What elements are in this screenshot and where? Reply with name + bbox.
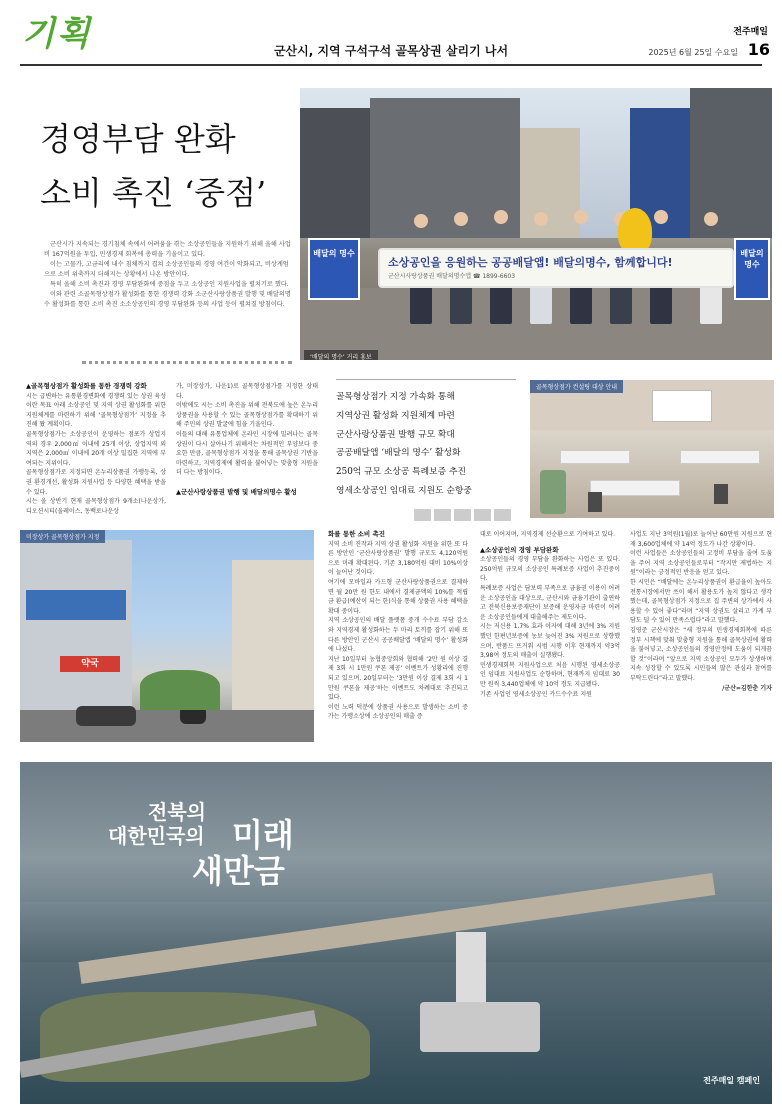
body-paragraph: 이런 사업들은 소상공인들의 고정비 부담을 줄여 도움을 주어 지역 소상공인들로부터 “작지만 제법하는 지원”이라는 긍정적인 반응을 얻고 있다. [630,550,772,577]
body-paragraph: 골목형상점가로 지정되면 온누리상품권 가맹등록, 상권 환경개선, 활성화 지원사업 등 다양한 혜택을 받을 수 있다. [26,469,166,496]
body-paragraph: 대로 이어지며, 지역경제 선순환으로 기여하고 있다. [480,531,616,538]
keypoints-box [336,388,526,501]
photo-head [414,214,428,228]
body-paragraph: 시는 저신용 1.7% 효과 이자에 대해 3년에 3% 지원했던 한편년보증에 농보 늦어진 3% 지원으로 상향했으며, 반품드 뜨거워 시범 시행 이후 현재까지 약3억 3,98여 정도의 매출이 실행됐다. [480,623,620,660]
body-paragraph: 시는 급변하는 유통환경변화에 경쟁력 있는 상권 육성이란 목표 아래 소상공인 및 지역 상권 활성화를 위한 지원체계를 마련하기 위해 ‘골목형상점가’ 지정을 추진해 왔 계획이다. [26,392,166,429]
body-paragraph: 김영준 군산시장은 “새 정부의 민생경제회복에 따른 정부 시책에 맞춰 맞춤형 지원을 통해 골목상권에 활력을 불어넣고, 소상공인들의 경영안정에 도움이 되게끔 할 것”이라며 “앞으로 지역 소상공인 모두가 상생하며 지속 성장할 수 있도록 시민들의 많은 관심과 참여를 부탁드린다”라고 말했다. [630,626,772,682]
body-paragraph: 소상공인들의 경영 부담을 완화하는 사업은 또 있다. 250억원 규모의 소상공인 특례보증 사업이 추진중이다. [480,556,620,583]
ad-tower [456,932,486,1012]
body-paragraph: 시는 올 상반기 현재 골목형상점가 9개소(나운상가, 디오션시티(울레이스, 동백로나운상 [26,498,166,515]
photo-building [20,540,132,710]
photo-head [494,210,508,224]
column-continuation-title: 화를 통한 소비 촉진 [328,530,386,538]
photo-shop-sign: 약국 [60,656,120,672]
photo-shop-signage [26,590,126,620]
body-paragraph: 기존 사업인 영세소상공인 카드수수료 지원 [480,690,592,698]
photo-chair [714,484,728,504]
gray-blocks-decor [414,506,514,518]
ad-headline-1: 전북의 [148,800,206,824]
photo-head [654,210,668,224]
article-title-line2: 소비 촉진 ‘중점’ [40,174,267,212]
campaign-ad [20,762,772,1104]
keypoint-item: 군산사랑상품권 발행 규모 확대 [336,429,455,440]
subhead-gift-certificate: ▲군산사랑상품권 발행 및 배달의명수 활성 [176,487,297,496]
photo-sign-right: 배달의 명수 [734,238,770,300]
lead-paragraph: 특히 올해 소비 촉진과 경영 부담완화에 중점을 두고 소상공인 지원사업을 펼치기로 했다. [50,281,289,288]
article-column-4 [480,530,620,699]
body-paragraph: 이밖에도 시는 소비 촉진을 위해 전북도에 높은 온누리상품권을 사용할 수 있는 골목형상점가를 확대하기 위해 주민의 상권 발굴에 힘을 기울인다. [176,402,318,429]
subhead-shopping-district: ▲골목형상점가 활성화를 통한 경쟁력 강화 [26,382,147,390]
ad-headline-4: 새만금 [192,852,285,890]
photo-projector-screen [652,390,712,422]
banner-subtext: 군산시사랑상품권 배달의명수앱 ☎ 1899-6603 [388,273,516,280]
header-rule [20,64,762,66]
main-photo [300,88,772,360]
body-paragraph: 지난 10일부터 농협중앙회와 협력해 ‘2만 원 이상 결제 3회 시 1만원 쿠폰 제공’ 이벤트가 성황리에 진행되고 있으며, 20일부터는 ‘3만원 이상 결제 3회 시 1만원 쿠폰을 제공’하는 이벤트도 차례대로 추진되고 있다. [328,655,468,702]
body-paragraph: 이들의 대해 유통업체에 온라인 시장에 밀려나는 골목상권이 다시 살아나기 위해서는 차원적인 부양보다 중요한 만큼, 골목형상점가 지정을 통해 골목상권 기반을 마련하고, 지역경제에 활력을 불어넣는 맞춤형 지원을 더 다는 방침이다. [176,430,318,477]
photo-building [520,128,580,238]
ad-credit: 전주매일 캠페인 [703,1076,760,1085]
photo-sign-left: 배달의 명수 [308,238,360,300]
street-photo [20,530,314,742]
photo-table [560,450,630,464]
keypoints-rule [336,379,516,380]
article-title [40,112,280,220]
series-title: 군산시, 지역 구석구석 골목상권 살리기 나서 [273,44,509,58]
body-paragraph: 지역 소비 진작과 지역 상권 활성화 지원을 위한 또 다른 방안인 ‘군산사랑상품권’ 발행 규모도 4,120억원으로 미래 확대된다. 기존 3,180억원 대비 10%이상이 늘어난 것이다. [328,540,468,577]
keypoint-item: 영세소상공인 임대료 지원도 순항중 [336,485,472,496]
body-paragraph: 지역 소상공인의 배달 플랫폼 중개 수수료 부담 감소와 지역경제 활성화하는 두 마리 토끼를 잡기 위해 또 다른 방안인 군산시 공공배달앱 ‘배달의 명수’ 활성화에 나섰다. [328,617,468,654]
body-paragraph: 여기에 모바일과 카드형 군산사랑상품권으로 결제하면 월 20만 원 한도 내에서 결제금액의 10%를 적립금 환급(예산이 되는 한)식을 통해 상품권 사용 혜택을 확대 중이다. [328,578,468,615]
ad-headline-3: 미래 [232,816,294,854]
photo-building [300,108,370,238]
article-column-3 [328,530,468,722]
photo-head [704,212,718,226]
subhead-burden-relief: ▲소상공인의 경영 부담완화 [480,545,559,554]
article-title-line1: 경영부담 완화 [40,120,236,158]
banner-text: 소상공인을 응원하는 공공배달앱! 배달의명수, 함께합니다! [388,256,673,269]
keypoint-item: 공공배달앱 ‘배달의 명수’ 활성화 [336,448,461,459]
photo-head [454,212,468,226]
article-column-5 [630,530,772,693]
keypoint-item: 골목형상점가 지정 가속화 통해 [336,392,455,402]
photo-building [232,560,314,710]
section-logo: 기획 [22,14,92,54]
photo-road [20,710,314,742]
keypoint-item: 250억 규모 소상공 특례보증 추진 [336,467,466,478]
photo-banner [378,248,734,288]
street-caption: 미장상가 골목형상점가 지정 [20,530,105,543]
body-paragraph: 특례보증 사업은 담보력 부족으로 금융권 이용이 어려운 소상공인을 대상으로, 군산시와 금융기관이 출연하고 전북신용보증재단이 보증해 운영자금 마련이 어려운 소상공인들에게 대출해주는 제도이다. [480,584,620,621]
ad-headline-2: 대한민국의 [108,824,205,848]
body-paragraph: 사업도 지난 3억원(1월)로 늘어난 60만원 지원으로 현재 3,600업체에 약 14억 정도가 나간 상황이다. [630,531,772,548]
byline: /군산=김한춘 기자 [722,684,772,692]
photo-caption: ‘배달의 명수’ 거리 홍보 [304,350,378,360]
body-paragraph: 한 시민은 “배달에는 온누리상품권이 환급율이 높아도 전통시장에서만 쓰이 해서 활용도가 높지 않다고 생각했는데, 골목형상점가 지정으로 집 주변의 상가에서 사용할 수 있어 좋다”라며 “지역 상권도 살리고 가계 부담도 덜 수 있어 만족스럽다”라고 말했다. [630,578,772,625]
meeting-photo [530,380,774,518]
photo-chair [588,492,602,512]
lead-paragraph: 군산시가 지속되는 경기침체 속에서 어려움을 겪는 소상공인들을 지원하기 위해 올해 사업비 167억원을 투입, 민생경제 회복에 총력을 기울이고 있다. [44,241,291,258]
photo-person [540,470,566,514]
page-number: 16 [747,40,770,59]
body-paragraph: 가, 미장상가, 나운1)로 골목형상점가를 지정한 상태다. [176,383,318,400]
dotted-divider [82,361,292,364]
photo-building [690,88,772,238]
lead-paragraph: 이와 관련 소골목형상점가 활성화를 통한 경쟁력 강화 소군산사랑상품권 발행 및 배달의명수 활성화를 통한 소비 촉진 소소상공인의 경영 부담완화 등의 사업 등이 펼쳐질 방침이다. [44,291,291,308]
meeting-caption: 골목형상점가 컨설팅 대상 안내 [530,380,623,393]
photo-car [76,706,136,726]
photo-table [590,480,680,496]
paper-name: 전주매일 [733,27,768,37]
ad-building [420,1002,540,1052]
photo-head [574,210,588,224]
lead-paragraph: 이는 고물가, 고금리에 내수 침체까지 겹쳐 소상공인들의 경영 여건이 악화되고, 비상계엄으로 소비 위축까지 더해지는 상황에서 나온 방안이다. [44,261,289,278]
body-paragraph: 골목형상점가는 소상공인이 운영하는 점포가 상업지역의 경우 2,000㎡ 이내에 25개 이상, 상업지역 외 지역은 2,000㎡ 이내에 20개 이상 밀집한 지역에 부여되는 지위이다. [26,430,166,467]
article-column-2 [176,382,318,498]
photo-trees [140,670,220,710]
photo-table [680,450,760,464]
body-paragraph: 민생경제회복 지원사업으로 처음 시행된 영세소상공인 임대료 지원사업도 순항하며, 현재까지 임대료 30만 원씩 3,440업체에 약 10억 정도 지급됐다. [480,661,620,688]
article-lead [44,240,294,310]
body-paragraph: 이런 노력 덕분에 상품권 사용으로 발생하는 소비 증가는 가맹소상에 소상공인의 매출 증 [328,703,468,721]
issue-date: 2025년 6월 25일 수요일 [648,48,738,57]
photo-head [534,212,548,226]
keypoint-item: 지역상권 활성화 지원체계 마련 [336,410,455,421]
article-column-1 [26,382,166,516]
